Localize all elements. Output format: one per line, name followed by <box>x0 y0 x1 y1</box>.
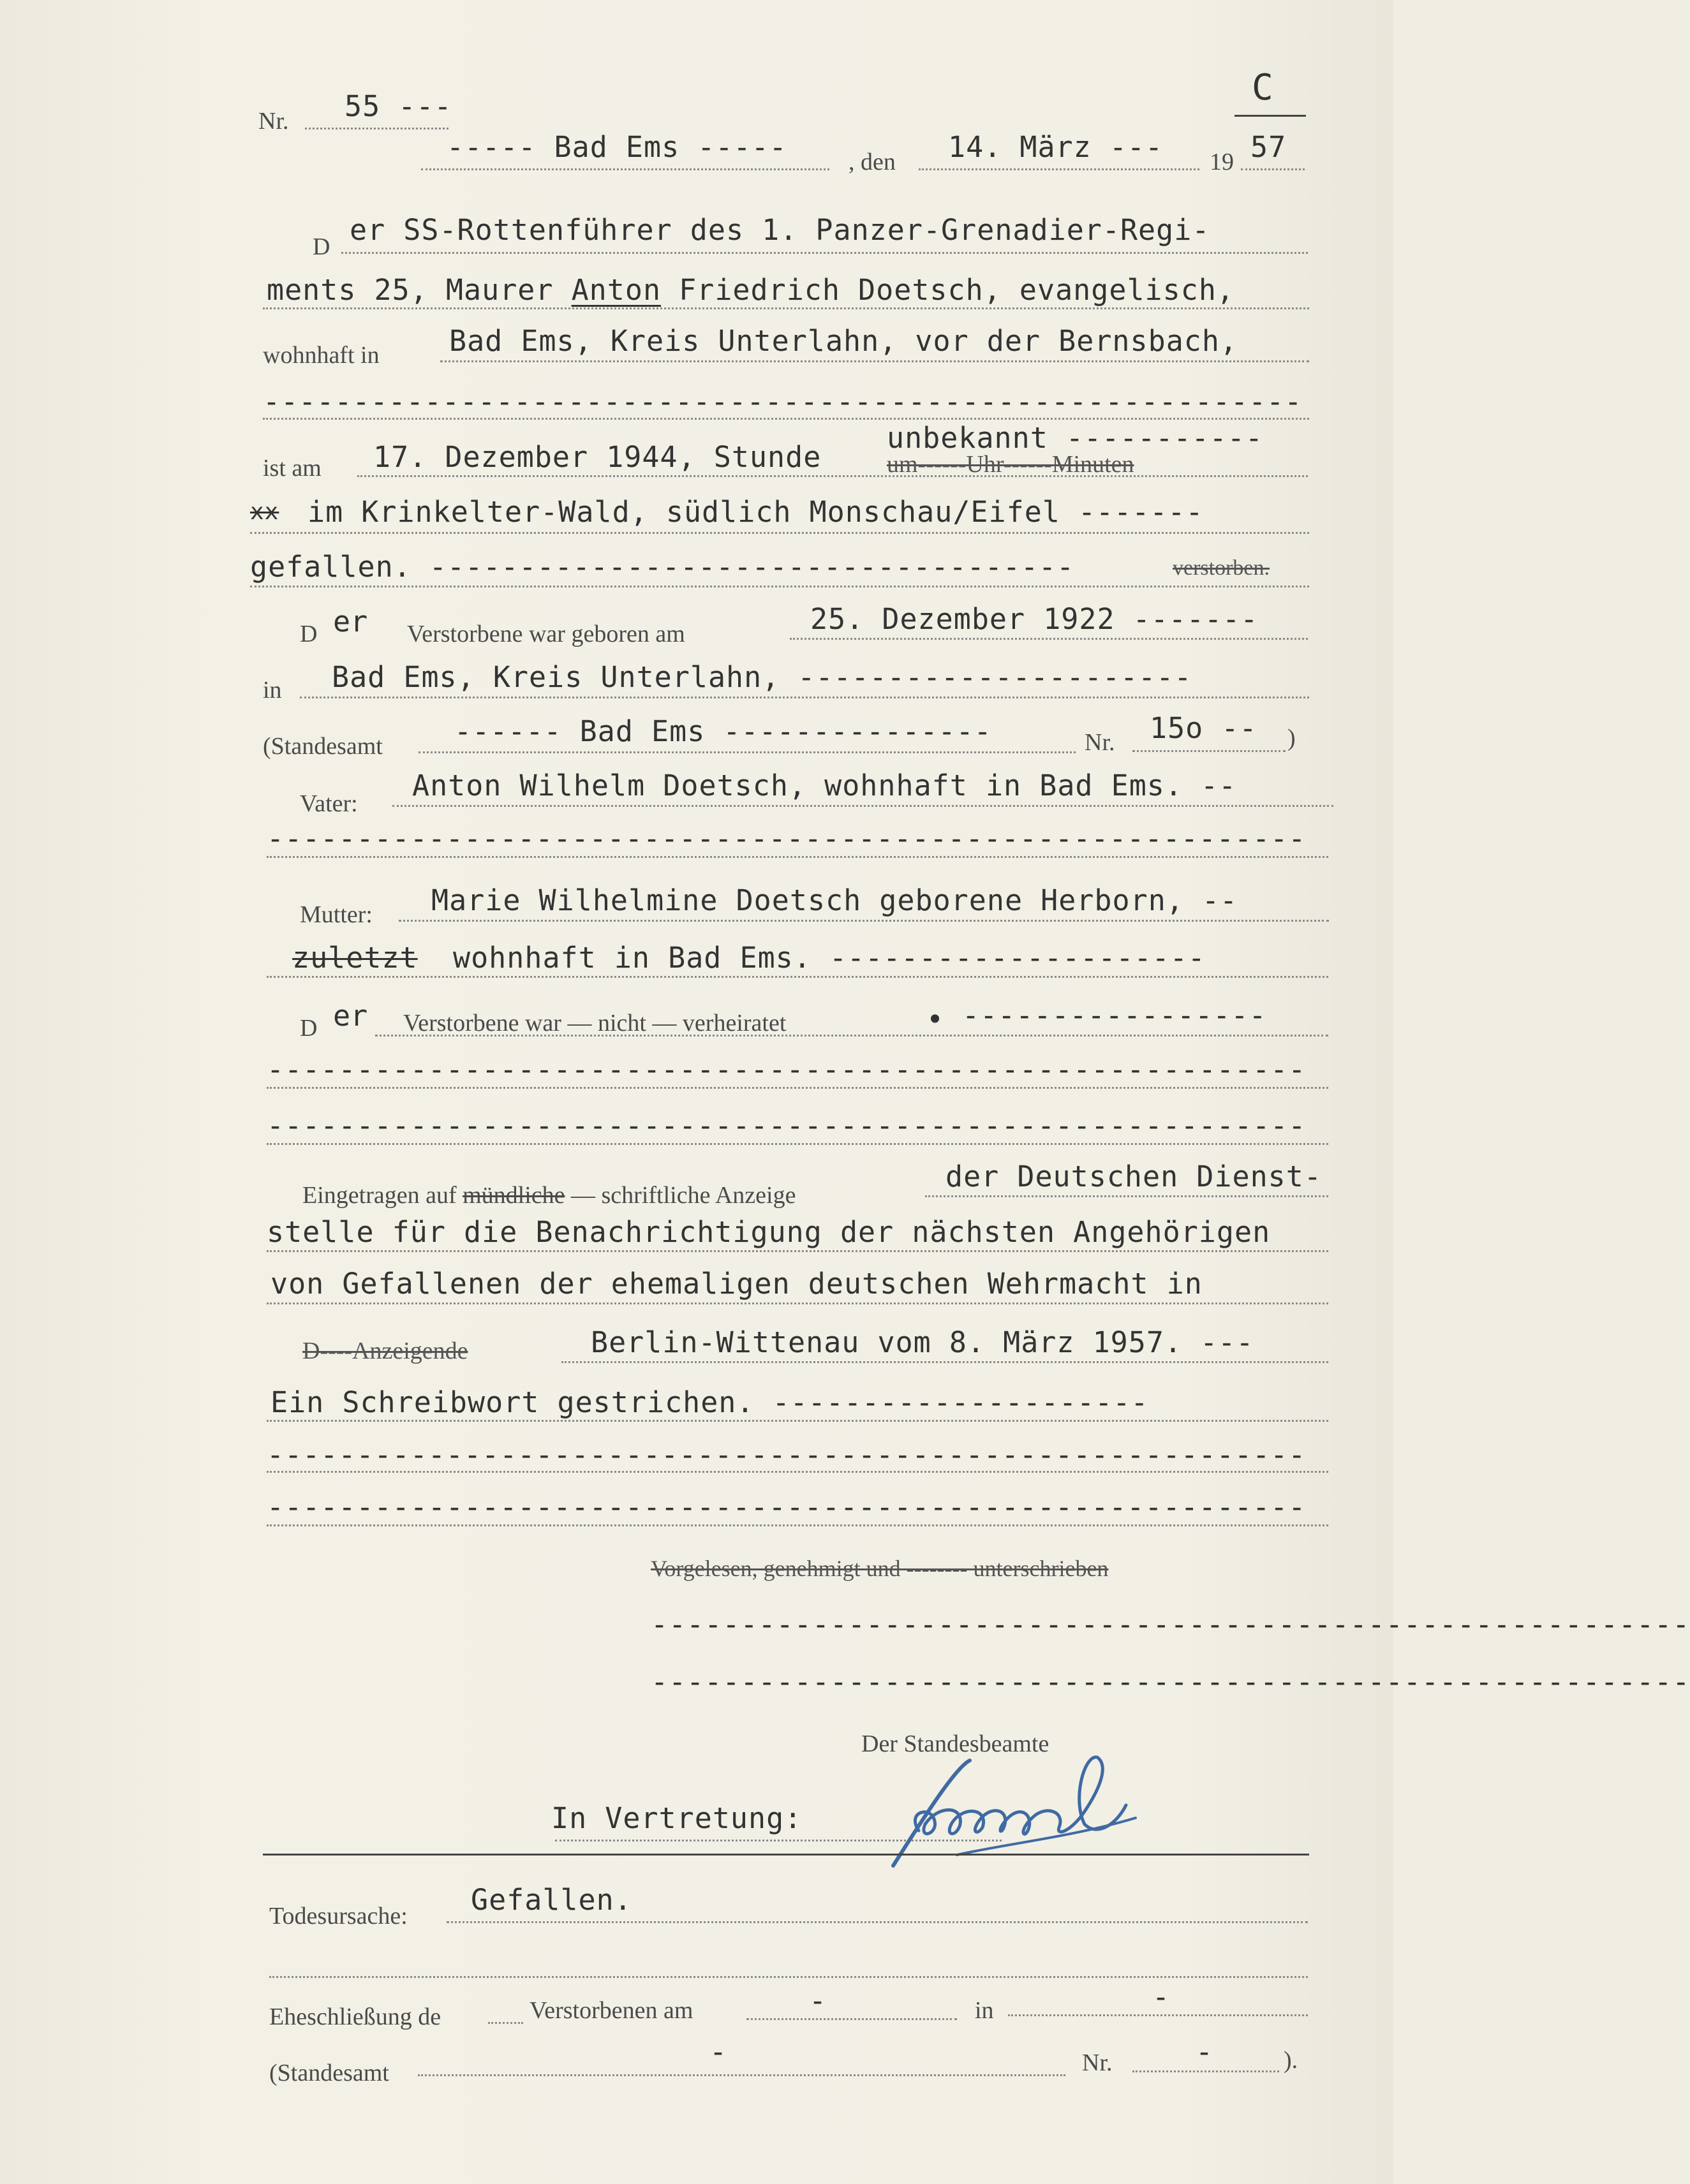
place-dotted-line <box>421 168 829 170</box>
xx-struck: xx <box>250 499 279 525</box>
birth-label: Verstorbene war geboren am <box>407 621 685 647</box>
nr-value: 55 --- <box>345 89 452 123</box>
entry-value-4: Berlin-Wittenau vom 8. März 1957. --- <box>591 1325 1254 1359</box>
eheschliessung-label-a: Eheschließung de <box>269 2003 441 2030</box>
entry-dotted-2 <box>267 1250 1328 1252</box>
year-dotted-line <box>1241 168 1305 170</box>
marital-dot: • <box>926 1003 945 1037</box>
filler-dashes-1: ---------------------------------------------------------- <box>263 385 1303 418</box>
year-suffix: 57 <box>1250 130 1287 164</box>
nr-dotted-line <box>305 128 448 129</box>
filler-dotted-6 <box>267 1524 1328 1526</box>
den-label: , den <box>849 149 896 175</box>
marital-label: Verstorbene war — nicht — verheiratet <box>403 1010 787 1037</box>
birth-date: 25. Dezember 1922 ------- <box>810 602 1259 636</box>
body-prefix-d: D <box>313 233 330 260</box>
birth-standesamt-dotted <box>419 751 1076 753</box>
mutter-label: Mutter: <box>300 901 373 928</box>
marital-dotted <box>375 1035 1328 1037</box>
vater-value: Anton Wilhelm Doetsch, wohnhaft in Bad Ems. -- <box>412 769 1237 802</box>
birth-nr-label: Nr. <box>1085 729 1115 756</box>
birth-standesamt-value: ------ Bad Ems --------------- <box>454 714 992 748</box>
eheschliessung-dotted-a <box>488 2022 523 2024</box>
ehe-in-label: in <box>975 1997 994 2024</box>
vater-dotted <box>392 805 1333 807</box>
entry-value-2: stelle für die Benachrichtigung der nächsten Angehörigen <box>267 1215 1271 1249</box>
eheschliessung-dotted-b <box>746 2018 957 2020</box>
filler-dashes-5: ---------------------------------------------------------- <box>267 1438 1307 1472</box>
footer-standesamt-dotted <box>418 2074 1065 2076</box>
birth-close-paren: ) <box>1287 725 1296 751</box>
underlined-given-name: Anton <box>571 273 662 307</box>
todesursache-dotted <box>447 1921 1308 1923</box>
entry-label: Eingetragen auf mündliche — schriftliche Anzeige <box>302 1182 796 1209</box>
todesursache-value: Gefallen. <box>471 1883 632 1917</box>
standesbeamte-label: Der Standesbeamte <box>861 1730 1049 1757</box>
death-place: im Krinkelter-Wald, südlich Monschau/Eifel ------- <box>308 495 1204 529</box>
verstorben-struck: verstorben. <box>1173 556 1270 580</box>
nr-label: Nr. <box>258 108 289 135</box>
place-header: ----- Bad Ems ----- <box>447 130 787 164</box>
filler-dotted-4 <box>267 1143 1328 1145</box>
birth-er-overtype: er <box>333 605 368 638</box>
footer-separator <box>263 1854 1309 1856</box>
death-place-dotted <box>250 532 1309 534</box>
footer-close: ). <box>1284 2047 1298 2074</box>
birth-standesamt-label: (Standesamt <box>263 733 383 760</box>
vorgelesen-struck: Vorgelesen, genehmigt und -------- unterschrieben <box>651 1556 1109 1581</box>
gefallen-dotted <box>250 586 1309 587</box>
todesursache-label: Todesursache: <box>269 1903 408 1929</box>
date-dotted-line <box>919 168 1199 170</box>
todesursache-dotted-2 <box>269 1976 1308 1978</box>
filler-dashes-8: ---------------------------------------------------------- <box>651 1665 1690 1699</box>
ehe-in-dotted <box>1008 2014 1308 2016</box>
entry-value-5: Ein Schreibwort gestrichen. --------------------- <box>271 1385 1149 1419</box>
filler-dashes-3: ---------------------------------------------------------- <box>267 1052 1307 1086</box>
filler-dashes-4: ---------------------------------------------------------- <box>267 1109 1307 1142</box>
footer-standesamt-label: (Standesamt <box>269 2060 389 2086</box>
birth-date-dotted <box>790 638 1308 640</box>
filler-dotted-1 <box>263 418 1309 420</box>
in-vertretung: In Vertretung: <box>551 1801 803 1835</box>
stunde-unbekannt: unbekannt ----------- <box>887 421 1263 455</box>
mutter-line-2: wohnhaft in Bad Ems. --------------------- <box>453 941 1206 975</box>
death-date: 17. Dezember 1944, Stunde <box>373 440 822 474</box>
body-line-1: er SS-Rottenführer des 1. Panzer-Grenadier-Regi- <box>350 213 1210 247</box>
entry-value-1: der Deutschen Dienst- <box>945 1160 1322 1193</box>
um-uhr-minuten-struck: um------Uhr------Minuten <box>887 451 1134 478</box>
birth-nr-value: 15o -- <box>1150 711 1257 745</box>
entry-dotted-3 <box>267 1302 1328 1304</box>
letter-underline <box>1234 115 1306 117</box>
birth-d-prefix: D <box>300 621 318 647</box>
entry-dotted-1 <box>925 1195 1328 1197</box>
eheschliessung-label-b: Verstorbenen am <box>530 1997 693 2024</box>
vater-label: Vater: <box>300 790 358 817</box>
line2-dotted <box>263 307 1309 309</box>
line1-dotted <box>341 252 1308 254</box>
header-date: 14. März --- <box>948 130 1164 164</box>
birth-nr-dotted <box>1132 750 1286 752</box>
wohnhaft-label: wohnhaft in <box>263 342 380 369</box>
ist-am-label: ist am <box>263 455 322 482</box>
wohnhaft-dotted <box>440 360 1309 362</box>
ehe-in-value: - <box>1152 1980 1171 2014</box>
marital-d-prefix: D <box>300 1015 318 1042</box>
marital-dashes: ----------------- <box>962 998 1267 1032</box>
filler-dotted-5 <box>267 1471 1328 1473</box>
entry-dotted-4 <box>561 1361 1328 1363</box>
zuletzt-struck: zuletzt <box>292 941 418 975</box>
body-line-2: ments 25, Maurer Anton Friedrich Doetsch, evangelisch, <box>267 273 1234 307</box>
entry-value-3: von Gefallenen der ehemaligen deutschen Wehrmacht in <box>271 1267 1203 1301</box>
filler-dashes-2: ---------------------------------------------------------- <box>267 822 1307 855</box>
footer-nr-label: Nr. <box>1082 2049 1113 2076</box>
anzeigende-struck: D----Anzeigende <box>302 1338 468 1364</box>
birth-place-dotted <box>300 697 1309 698</box>
birth-in-label: in <box>263 677 282 704</box>
mutter-dotted <box>399 920 1329 922</box>
birth-place: Bad Ems, Kreis Unterlahn, ---------------------- <box>332 660 1192 694</box>
filler-dashes-6: ---------------------------------------------------------- <box>267 1490 1307 1524</box>
filler-dotted-3 <box>267 1087 1328 1089</box>
mutter-value: Marie Wilhelmine Doetsch geborene Herborn, -- <box>431 883 1238 917</box>
mutter-line2-dotted <box>267 976 1328 978</box>
gefallen-line: gefallen. ------------------------------------ <box>250 550 1075 584</box>
filler-dotted-2 <box>267 856 1328 858</box>
filler-dashes-7: ---------------------------------------------------------- <box>651 1607 1690 1641</box>
wohnhaft-value: Bad Ems, Kreis Unterlahn, vor der Bernsbach, <box>449 324 1238 358</box>
eheschliessung-value: - <box>809 1984 827 2018</box>
register-letter: C <box>1252 67 1274 108</box>
footer-nr-dotted <box>1132 2070 1279 2072</box>
year-prefix: 19 <box>1210 149 1234 175</box>
footer-nr-value: - <box>1196 2035 1214 2069</box>
entry-dotted-5 <box>267 1420 1328 1422</box>
ist-am-dotted <box>357 475 1308 477</box>
footer-standesamt-value: - <box>709 2035 728 2069</box>
marital-er-overtype: er <box>333 999 368 1033</box>
